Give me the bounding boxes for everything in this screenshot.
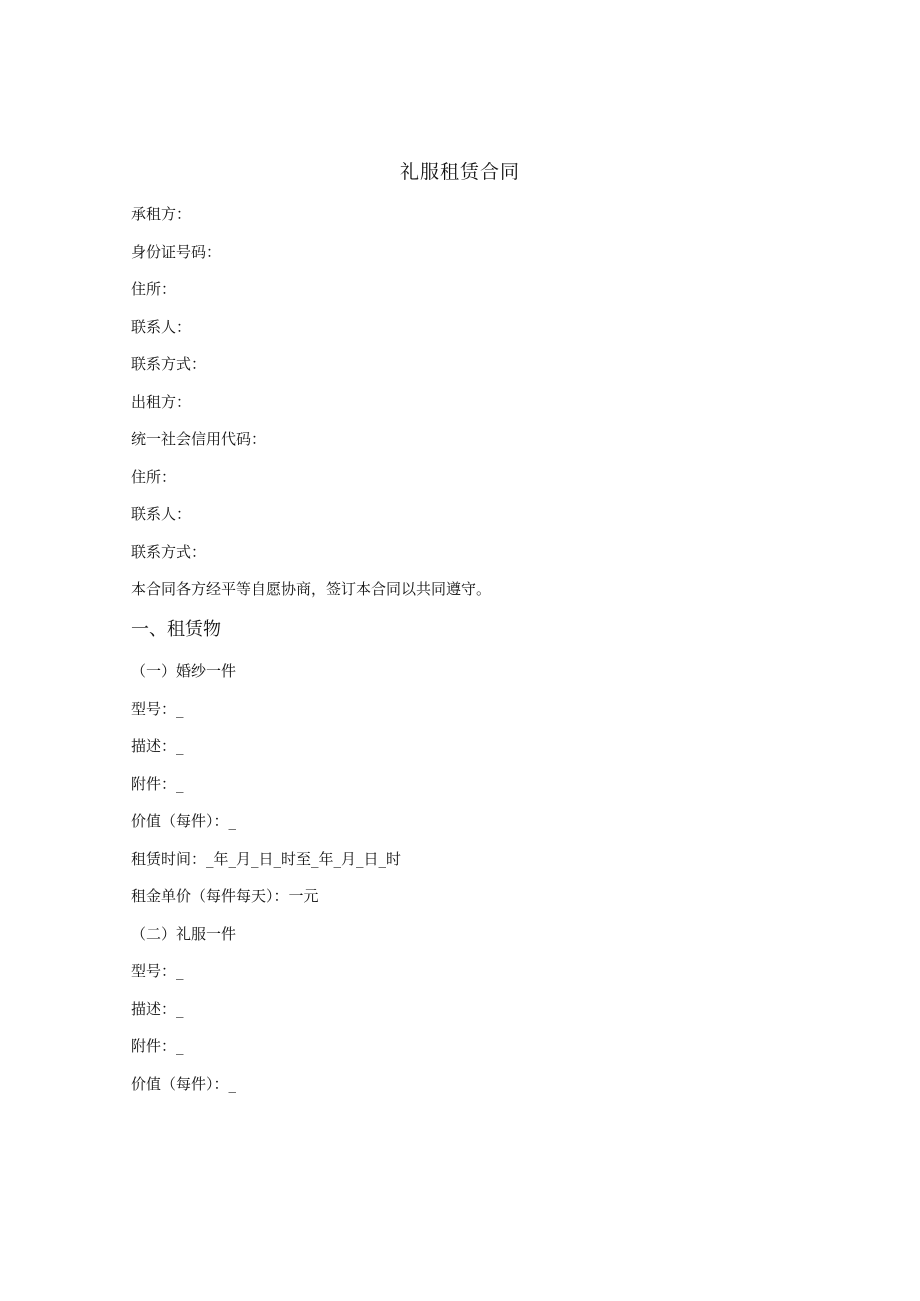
item1-accessories: 附件：_: [131, 775, 184, 793]
lessee-contact-method-label: 联系方式：: [131, 355, 207, 373]
item1-rental-time: 租赁时间：_年_月_日_时至_年_月_日_时: [131, 850, 402, 868]
item2-value: 价值（每件）：_: [131, 1075, 237, 1093]
lessee-contact-person-label: 联系人：: [131, 318, 192, 336]
item2-title: （二）礼服一件: [131, 925, 237, 943]
lessor-credit-code-label: 统一社会信用代码：: [131, 430, 267, 448]
lessor-address-label: 住所：: [131, 468, 177, 486]
item2-accessories: 附件：_: [131, 1037, 184, 1055]
item1-description: 描述：_: [131, 737, 184, 755]
lessor-contact-person-label: 联系人：: [131, 505, 192, 523]
lessee-id-label: 身份证号码：: [131, 243, 222, 261]
item2-description: 描述：_: [131, 1000, 184, 1018]
lessee-address-label: 住所：: [131, 280, 177, 298]
preamble-text: 本合同各方经平等自愿协商，签订本合同以共同遵守。: [131, 580, 492, 598]
lessor-contact-method-label: 联系方式：: [131, 543, 207, 561]
item2-model: 型号：_: [131, 962, 184, 980]
item1-unit-price: 租金单价（每件每天）：一元: [131, 887, 319, 905]
lessee-party-label: 承租方：: [131, 205, 192, 223]
item1-title: （一）婚纱一件: [131, 662, 237, 680]
lessor-party-label: 出租方：: [131, 393, 192, 411]
section-heading-leased-items: 一、租赁物: [131, 619, 221, 640]
document-title: 礼服租赁合同: [399, 161, 520, 183]
item1-value: 价值（每件）：_: [131, 812, 237, 830]
item1-model: 型号：_: [131, 700, 184, 718]
